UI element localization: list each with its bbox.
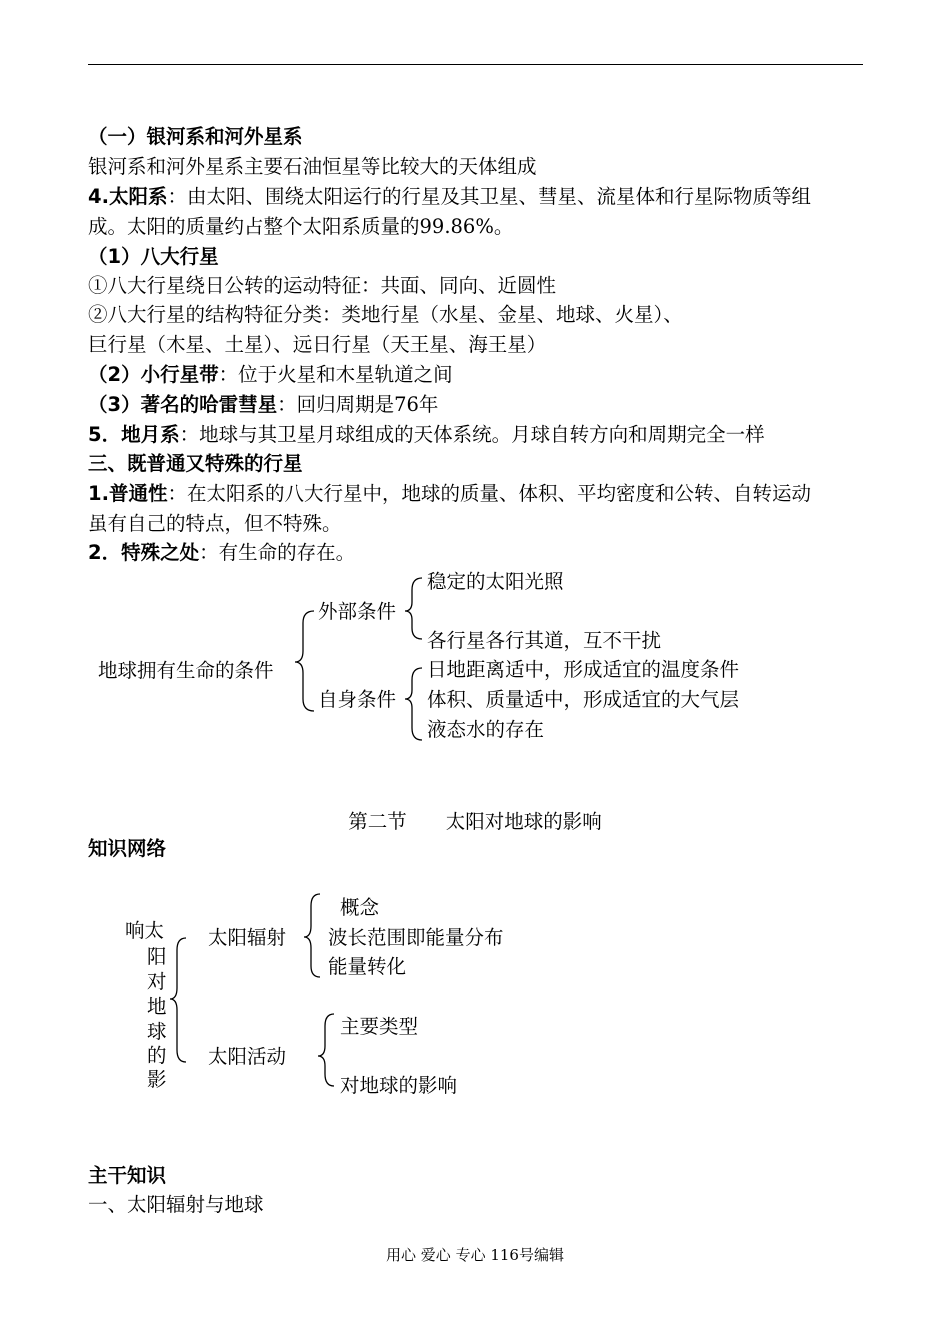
sun-root-char-4: 地	[147, 995, 167, 1018]
activity-label: 太阳活动	[208, 1045, 287, 1068]
common-text1: ：在太阳系的八大行星中，地球的质量、体积、平均密度和公转、自转运动	[167, 482, 811, 505]
common-label: 1.普通性	[88, 482, 168, 505]
main-knowledge-line1: 一、太阳辐射与地球	[88, 1193, 264, 1216]
halley-text: ：回归周期是76年	[277, 393, 439, 416]
solar-system-line2: 成。太阳的质量约占整个太阳系质量的99.86%。	[88, 215, 514, 238]
external-item-2: 各行星各行其道，互不干扰	[427, 629, 662, 652]
common-line2: 虽有自己的特点，但不特殊。	[88, 512, 342, 535]
activity-brace	[318, 1014, 334, 1086]
radiation-label: 太阳辐射	[208, 926, 287, 949]
sun-root-char-2: 阳	[147, 945, 167, 968]
radiation-item-3: 能量转化	[328, 955, 407, 978]
sun-root-char-3: 对	[147, 970, 167, 993]
external-item-1: 稳定的太阳光照	[427, 570, 564, 593]
sun-root-char-7: 影	[147, 1068, 167, 1091]
knowledge-network-title: 知识网络	[88, 837, 167, 860]
special-text: ：有生命的存在。	[199, 541, 356, 564]
life-root-label: 地球拥有生命的条件	[98, 659, 274, 682]
asteroid-text: ：位于火星和木星轨道之间	[218, 363, 453, 386]
main-knowledge-title: 主干知识	[88, 1164, 167, 1187]
internal-item-3: 液态水的存在	[427, 718, 545, 741]
earth-moon-text: ：地球与其卫星月球组成的天体系统。月球自转方向和周期完全一样	[179, 423, 765, 446]
internal-item-1: 日地距离适中，形成适宜的温度条件	[427, 658, 740, 681]
internal-brace	[405, 668, 422, 740]
halley-label: （3）著名的哈雷彗星	[88, 393, 278, 416]
earth-moon-label: 5．地月系	[88, 423, 180, 446]
solar-system-text1: ：由太阳、围绕太阳运行的行星及其卫星、彗星、流星体和行星际物质等组	[167, 185, 811, 208]
section-title-planet: 三、既普通又特殊的行星	[88, 452, 303, 475]
section-title-galaxy: （一）银河系和河外星系	[88, 125, 303, 148]
radiation-item-1: 概念	[340, 896, 380, 919]
internal-item-2: 体积、质量适中，形成适宜的大气层	[427, 688, 740, 711]
sun-root-brace	[170, 938, 186, 1062]
planets-line3: 巨行星（木星、土星）、远日行星（天王星、海王星）	[88, 333, 547, 356]
external-brace	[405, 578, 422, 639]
sun-root-char-5: 球	[147, 1020, 167, 1043]
page-footer: 用心 爱心 专心 116号编辑	[386, 1246, 564, 1264]
special-label: 2．特殊之处	[88, 541, 200, 564]
life-root-brace	[295, 611, 314, 711]
activity-item-1: 主要类型	[340, 1015, 419, 1038]
sun-root-char-6: 的	[147, 1044, 167, 1067]
sun-root-char-1: 响太	[125, 919, 165, 942]
internal-label: 自身条件	[318, 688, 397, 711]
galaxy-text: 银河系和河外星系主要石油恒星等比较大的天体组成	[88, 155, 537, 178]
activity-item-2: 对地球的影响	[340, 1074, 458, 1097]
solar-system-label: 4.太阳系	[88, 185, 168, 208]
section2-heading: 第二节 太阳对地球的影响	[348, 810, 602, 833]
planets-line1: ①八大行星绕日公转的运动特征：共面、同向、近圆性	[88, 274, 557, 297]
radiation-item-2: 波长范围即能量分布	[328, 926, 504, 949]
planets-title: （1）八大行星	[88, 245, 219, 268]
radiation-brace	[304, 894, 320, 977]
external-label: 外部条件	[318, 600, 397, 623]
planets-line2: ②八大行星的结构特征分类：类地行星（水星、金星、地球、火星）、	[88, 303, 683, 326]
asteroid-label: （2）小行星带	[88, 363, 219, 386]
